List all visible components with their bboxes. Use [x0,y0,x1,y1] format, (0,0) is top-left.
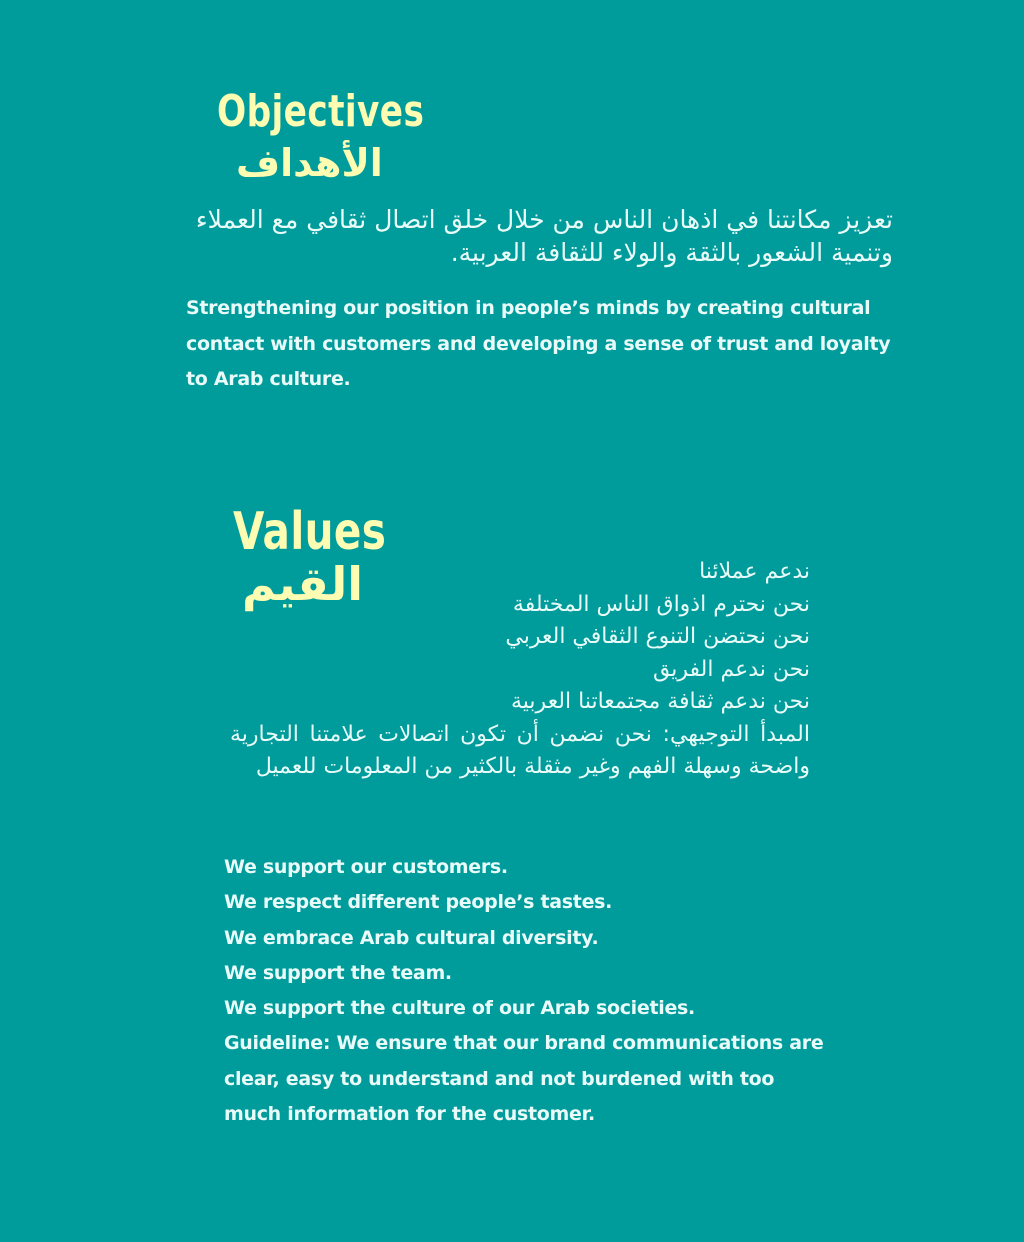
values-item-en: We support the team. [224,961,452,984]
values-item-ar: ندعم عملائنا [699,559,810,584]
values-item-ar: نحن نحترم اذواق الناس المختلفة [512,591,810,617]
values-title-ar: القيم [242,557,363,611]
values-item-en: We respect different people’s tastes. [224,891,613,914]
objectives-body-en: Strengthening our position in people’s minds by creating cultural contact with customers and developing a sense of trust and loyalty to Arab culture. [186,297,891,390]
objectives-title-en: Objectives [217,86,425,137]
values-list-ar [230,556,810,784]
values-item-ar: نحن ندعم الفريق [652,656,810,682]
values-item-ar: نحن نحتضن التنوع الثقافي العربي [505,624,810,649]
values-item-en: We embrace Arab cultural diversity. [224,926,599,949]
objectives-title-ar: الأهداف [236,141,383,185]
values-item-ar: نحن ندعم ثقافة مجتمعاتنا العربية [511,689,810,714]
values-guideline-en: Guideline: We ensure that our brand communications are clear, easy to understand and not burdened with too much information for the customer. [224,1032,824,1126]
values-list-en [224,850,824,1132]
values-item-en: We support our customers. [224,856,508,878]
values-title-en: Values [233,502,387,562]
values-item-en: We support the culture of our Arab societies. [224,997,695,1020]
objectives-body-ar: تعزيز مكانتنا في اذهان الناس من خلال خلق اتصال ثقافي مع العملاء وتنمية الشعور بالثقة والولاء للثقافة العربية. [195,205,893,267]
values-guideline-ar: المبدأ التوجيهي: نحن نضمن أن تكون اتصالات علامتنا التجارية واضحة وسهلة الفهم وغير مثقلة بالكثير من المعلومات للعميل [230,721,810,779]
